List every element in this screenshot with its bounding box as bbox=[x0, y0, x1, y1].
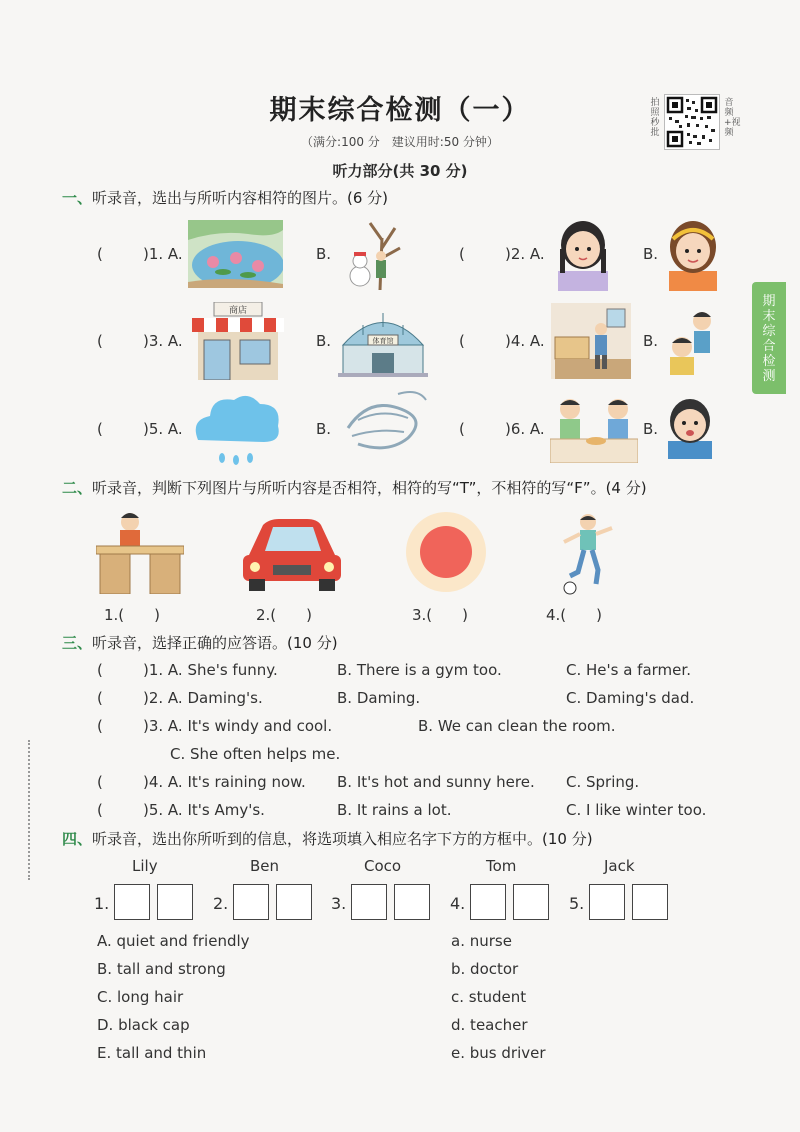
judge-1-label: 1.( ) bbox=[104, 606, 161, 624]
response-2-b: B. Daming. bbox=[337, 689, 421, 707]
option-d: d. teacher bbox=[451, 1016, 528, 1034]
response-4-a: ( )4. A. It's raining now. bbox=[97, 773, 306, 791]
option-C: C. long hair bbox=[97, 988, 184, 1006]
question-2-option-b: B. bbox=[643, 245, 659, 263]
girl-braids-picture[interactable] bbox=[550, 213, 616, 291]
response-4-c: C. Spring. bbox=[566, 773, 640, 791]
section-3-heading bbox=[62, 632, 338, 653]
page-title: 期末综合检测（一） bbox=[269, 95, 531, 126]
name-ben: Ben bbox=[250, 857, 280, 875]
option-a: a. nurse bbox=[451, 932, 512, 950]
qr-left-caption: 拍照秒批 bbox=[650, 98, 660, 138]
judge-4-label: 4.( ) bbox=[546, 606, 603, 624]
boy-surprised-picture[interactable] bbox=[664, 395, 716, 459]
name-coco: Coco bbox=[364, 857, 402, 875]
question-6-number: ( )6. A. bbox=[459, 420, 545, 438]
shop-picture[interactable] bbox=[192, 302, 284, 380]
answer-5-number: 5. bbox=[569, 894, 585, 913]
sun-picture[interactable] bbox=[404, 510, 488, 594]
response-1-a: ( )1. A. She's funny. bbox=[97, 661, 278, 679]
answer-2-box-b[interactable] bbox=[276, 884, 312, 920]
section-1-heading bbox=[62, 187, 388, 208]
exam-subtitle: （满分:100 分 建议用时:50 分钟） bbox=[301, 135, 499, 149]
question-1-option-b: B. bbox=[316, 245, 332, 263]
section-number: 二、 bbox=[62, 479, 93, 497]
response-2-c: C. Daming's dad. bbox=[566, 689, 695, 707]
pond-lotus-picture[interactable] bbox=[188, 220, 283, 288]
section-title: 听录音，选出与所听内容相符的图片。(6 分) bbox=[92, 189, 389, 207]
question-5-option-b: B. bbox=[316, 420, 332, 438]
side-tab-label: 期末综合检测 bbox=[762, 294, 776, 384]
question-3-option-b: B. bbox=[316, 332, 332, 350]
boy-cleaning-desk-picture[interactable] bbox=[96, 508, 184, 594]
answer-3-box-a[interactable] bbox=[351, 884, 387, 920]
response-5-b: B. It rains a lot. bbox=[337, 801, 452, 819]
section-title: 听录音，判断下列图片与所听内容是否相符，相符的写“T”，不相符的写“F”。(4 分) bbox=[92, 479, 647, 497]
question-3-number: ( )3. A. bbox=[97, 332, 183, 350]
name-lily: Lily bbox=[132, 857, 158, 875]
answer-5-box-b[interactable] bbox=[632, 884, 668, 920]
option-c: c. student bbox=[451, 988, 527, 1006]
boy-ill-picture[interactable] bbox=[664, 305, 718, 375]
snowman-tree-picture[interactable] bbox=[340, 218, 406, 290]
answer-5-box-a[interactable] bbox=[589, 884, 625, 920]
response-5-c: C. I like winter too. bbox=[566, 801, 707, 819]
rain-cloud-picture[interactable] bbox=[190, 390, 282, 466]
gym-sign-text: 体育馆 bbox=[372, 337, 394, 345]
answer-1-number: 1. bbox=[94, 894, 110, 913]
answer-1-box-b[interactable] bbox=[157, 884, 193, 920]
response-3-c: C. She often helps me. bbox=[170, 745, 341, 763]
name-tom: Tom bbox=[486, 857, 517, 875]
judge-2-label: 2.( ) bbox=[256, 606, 313, 624]
listening-part-heading: 听力部分(共 30 分) bbox=[332, 162, 468, 180]
answer-4-number: 4. bbox=[450, 894, 466, 913]
margin-dotted-line bbox=[28, 740, 33, 880]
name-jack: Jack bbox=[604, 857, 635, 875]
red-car-picture[interactable] bbox=[243, 515, 341, 593]
section-title: 听录音，选出你所听到的信息，将选项填入相应名字下方的方框中。(10 分) bbox=[92, 830, 593, 848]
response-3-b: B. We can clean the room. bbox=[418, 717, 616, 735]
answer-2-box-a[interactable] bbox=[233, 884, 269, 920]
shop-sign-text: 商店 bbox=[228, 306, 248, 316]
option-E: E. tall and thin bbox=[97, 1044, 207, 1062]
qr-right-caption: 音频+视频 bbox=[724, 98, 741, 138]
response-5-a: ( )5. A. It's Amy's. bbox=[97, 801, 265, 819]
girl-headband-picture[interactable] bbox=[663, 213, 723, 291]
answer-3-number: 3. bbox=[331, 894, 347, 913]
response-2-a: ( )2. A. Daming's. bbox=[97, 689, 263, 707]
section-number: 一、 bbox=[62, 189, 93, 207]
section-2-heading bbox=[62, 477, 647, 498]
answer-4-box-a[interactable] bbox=[470, 884, 506, 920]
gym-picture[interactable] bbox=[338, 305, 428, 377]
section-number: 三、 bbox=[62, 634, 93, 652]
question-1-number: ( )1. A. bbox=[97, 245, 183, 263]
option-B: B. tall and strong bbox=[97, 960, 226, 978]
question-4-option-b: B. bbox=[643, 332, 659, 350]
two-kids-table-picture[interactable] bbox=[550, 393, 638, 463]
answer-1-box-a[interactable] bbox=[114, 884, 150, 920]
answer-3-box-b[interactable] bbox=[394, 884, 430, 920]
answer-2-number: 2. bbox=[213, 894, 229, 913]
answer-4-box-b[interactable] bbox=[513, 884, 549, 920]
judge-3-label: 3.( ) bbox=[412, 606, 469, 624]
wind-picture[interactable] bbox=[338, 388, 428, 464]
question-5-number: ( )5. A. bbox=[97, 420, 183, 438]
response-1-b: B. There is a gym too. bbox=[337, 661, 502, 679]
question-6-option-b: B. bbox=[643, 420, 659, 438]
question-4-number: ( )4. A. bbox=[459, 332, 545, 350]
boy-football-picture[interactable] bbox=[556, 512, 618, 596]
response-1-c: C. He's a farmer. bbox=[566, 661, 691, 679]
option-b: b. doctor bbox=[451, 960, 519, 978]
option-D: D. black cap bbox=[97, 1016, 190, 1034]
side-tab bbox=[752, 282, 786, 394]
boy-bedroom-picture[interactable] bbox=[551, 303, 631, 379]
option-e: e. bus driver bbox=[451, 1044, 546, 1062]
option-A: A. quiet and friendly bbox=[97, 932, 250, 950]
response-3-a: ( )3. A. It's windy and cool. bbox=[97, 717, 333, 735]
section-number: 四、 bbox=[62, 830, 93, 848]
section-4-heading bbox=[62, 828, 593, 849]
qr-code[interactable] bbox=[664, 94, 720, 150]
question-2-number: ( )2. A. bbox=[459, 245, 545, 263]
section-title: 听录音，选择正确的应答语。(10 分) bbox=[92, 634, 338, 652]
response-4-b: B. It's hot and sunny here. bbox=[337, 773, 535, 791]
